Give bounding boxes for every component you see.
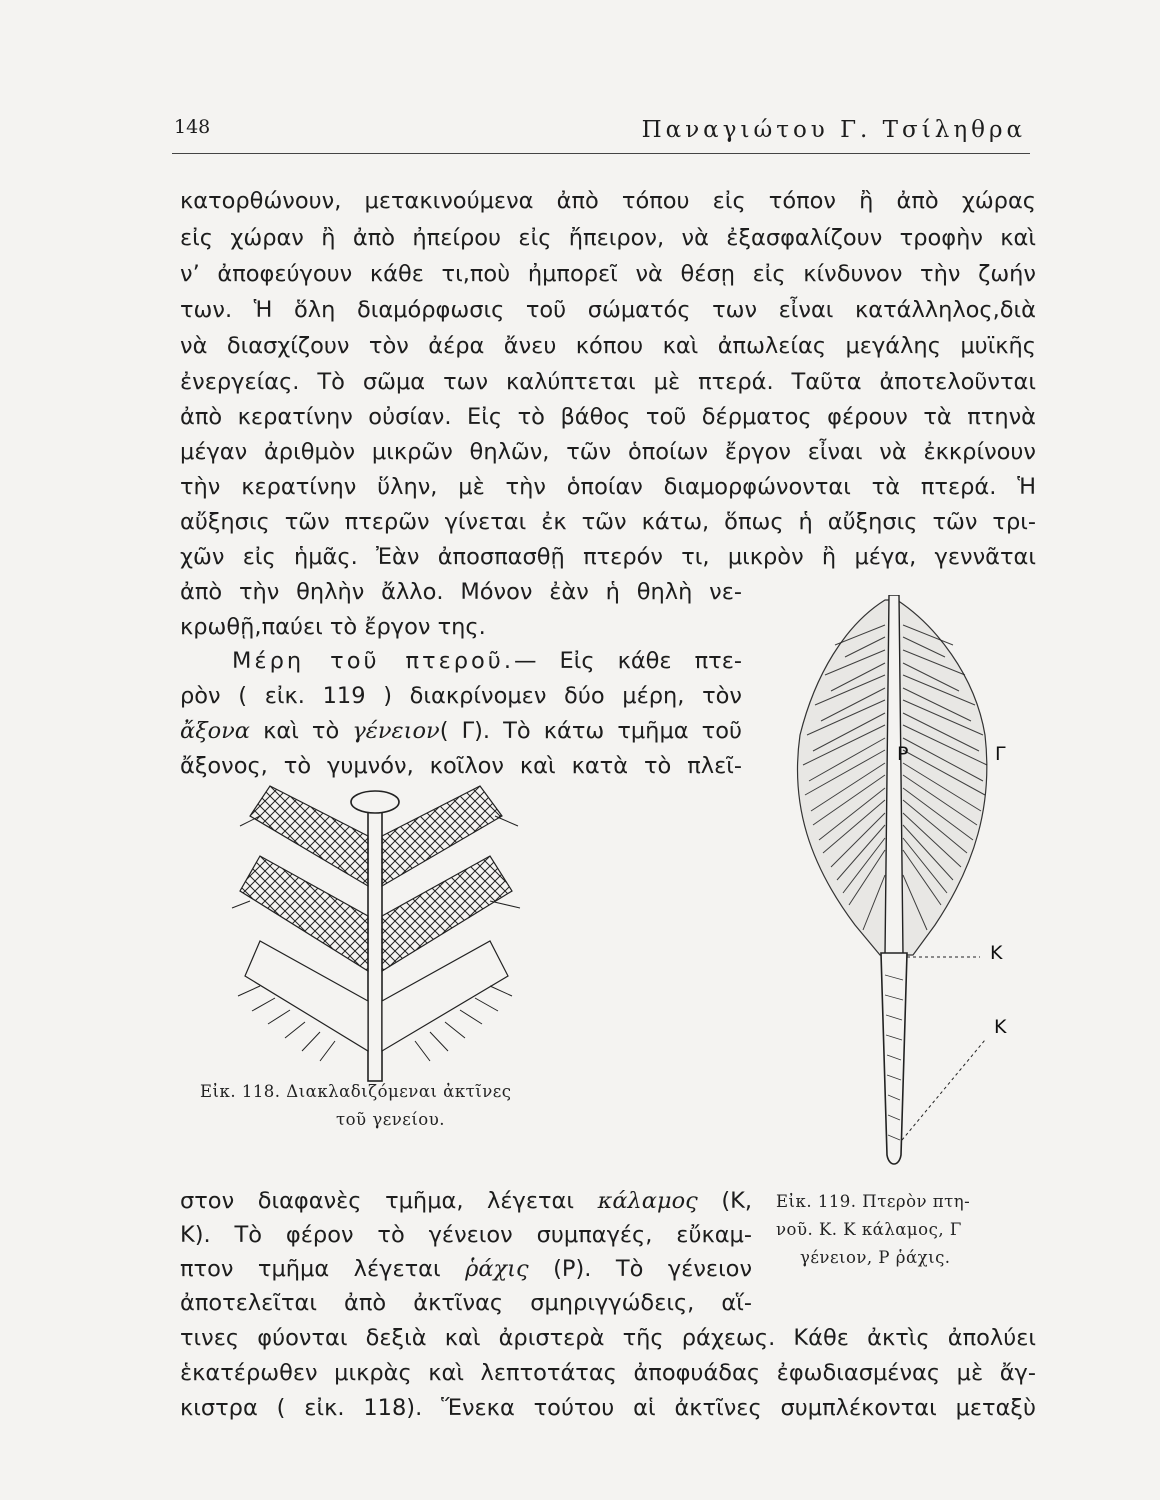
- figure-119-drawing: [785, 595, 1010, 1175]
- text-line: ἑκατέρωθεν μικρὰς καὶ λεπτοτάτας ἀποφυάδας ἐφωδιασμένας μὲ ἄγ-: [180, 1360, 1036, 1386]
- text-line: ἄξονα καὶ τὸ γένειον( Γ). Τὸ κάτω τμῆμα τοῦ: [180, 718, 743, 744]
- term-kalamos: κάλαμος: [597, 1188, 698, 1214]
- label-vane: Γ: [995, 743, 1006, 765]
- text-line: κιστρα ( εἰκ. 118). Ἕνεκα τούτου αἱ ἀκτῖνες συμπλέκονται μεταξὺ: [180, 1395, 1036, 1421]
- text-line: ρὸν ( εἰκ. 119 ) διακρίνομεν δύο μέρη, τὸν: [180, 683, 742, 709]
- figure-119-caption-line2: νοῦ. Κ. Κ κάλαμος, Γ: [776, 1220, 962, 1239]
- text-line: Κ). Τὸ φέρον τὸ γένειον συμπαγές, εὔκαμ-: [180, 1222, 752, 1248]
- label-rachis: P: [897, 743, 909, 765]
- text-line: χῶν εἰς ἡμᾶς. Ἐὰν ἀποσπασθῇ πτερόν τι, μικρὸν ἢ μέγα, γεννᾶται: [180, 544, 1036, 570]
- header-rule: [172, 153, 1030, 154]
- term-rachis: ῥάχις: [465, 1256, 529, 1282]
- figure-118-drawing: [230, 776, 530, 1086]
- text-line: Μέρη τοῦ πτεροῦ.— Εἰς κάθε πτε-: [232, 648, 742, 674]
- text-line: ἐνεργείας. Τὸ σῶμα των καλύπτεται μὲ πτερά. Ταῦτα ἀποτελοῦνται: [180, 369, 1036, 395]
- text-line: ἀπὸ κερατίνην οὐσίαν. Εἰς τὸ βάθος τοῦ δέρματος φέρουν τὰ πτηνὰ: [180, 404, 1036, 430]
- text-line: ν’ ἀποφεύγουν κάθε τι,ποὺ ἠμπορεῖ νὰ θέσῃ εἰς κίνδυνον τὴν ζωήν: [180, 261, 1036, 287]
- text-line: αὔξησις τῶν πτερῶν γίνεται ἐκ τῶν κάτω, ὅπως ἡ αὔξησις τῶν τρι-: [180, 509, 1036, 535]
- figure-119-caption-line3: γένειον, Ρ ῥάχις.: [800, 1248, 951, 1267]
- text-line: τινες φύονται δεξιὰ καὶ ἀριστερὰ τῆς ράχεως. Κάθε ἀκτὶς ἀπολύει: [180, 1325, 1036, 1351]
- label-calamus-2: K: [994, 1016, 1007, 1038]
- text-line: μέγαν ἀριθμὸν μικρῶν θηλῶν, τῶν ὁποίων ἔργον εἶναι νὰ ἐκκρίνουν: [180, 439, 1036, 465]
- text-line: κρωθῇ,παύει τὸ ἔργον της.: [180, 614, 486, 640]
- text-line: ἀποτελεῖται ἀπὸ ἀκτῖνας σμηριγγώδεις, αἵ-: [180, 1290, 752, 1316]
- text-line: τὴν κερατίνην ὕλην, μὲ τὴν ὁποίαν διαμορφώνονται τὰ πτερά. Ἡ: [180, 474, 1036, 500]
- term-geneion: γένειον: [352, 718, 440, 744]
- figure-118-caption-line1: Εἰκ. 118. Διακλαδιζόμεναι ἀκτῖνες: [200, 1082, 512, 1101]
- page-number: 148: [174, 116, 211, 138]
- text-line: ἄξονος, τὸ γυμνόν, κοῖλον καὶ κατὰ τὸ πλεῖ-: [180, 753, 742, 779]
- text-line: νὰ διασχίζουν τὸν ἀέρα ἄνευ κόπου καὶ ἀπωλείας μεγάλης μυϊκῆς: [180, 333, 1036, 359]
- text-line: στον διαφανὲς τμῆμα, λέγεται κάλαμος (Κ,: [180, 1188, 752, 1214]
- text-line: κατορθώνουν, μετακινούμενα ἀπὸ τόπου εἰς τόπον ἢ ἀπὸ χώρας: [180, 188, 1036, 214]
- label-calamus-1: K: [990, 942, 1003, 964]
- running-head: Παναγιώτου Γ. Τσίληθρα: [641, 117, 1026, 143]
- text-line: εἰς χώραν ἢ ἀπὸ ἠπείρου εἰς ἤπειρον, νὰ ἐξασφαλίζουν τροφὴν καὶ: [180, 225, 1036, 251]
- text-line: των. Ἡ ὅλη διαμόρφωσις τοῦ σώματός των εἶναι κατάλληλος,διὰ: [180, 297, 1036, 323]
- figure-118-caption-line2: τοῦ γενείου.: [336, 1110, 446, 1129]
- text-line: ἀπὸ τὴν θηλὴν ἄλλο. Μόνον ἐὰν ἡ θηλὴ νε-: [180, 579, 742, 605]
- figure-119-caption-line1: Εἰκ. 119. Πτερὸν πτη-: [776, 1192, 971, 1211]
- text-line: πτον τμῆμα λέγεται ῥάχις (Ρ). Τὸ γένειον: [180, 1256, 753, 1282]
- term-axon: ἄξονα: [180, 718, 251, 744]
- section-title: Μέρη τοῦ πτεροῦ.: [232, 648, 514, 674]
